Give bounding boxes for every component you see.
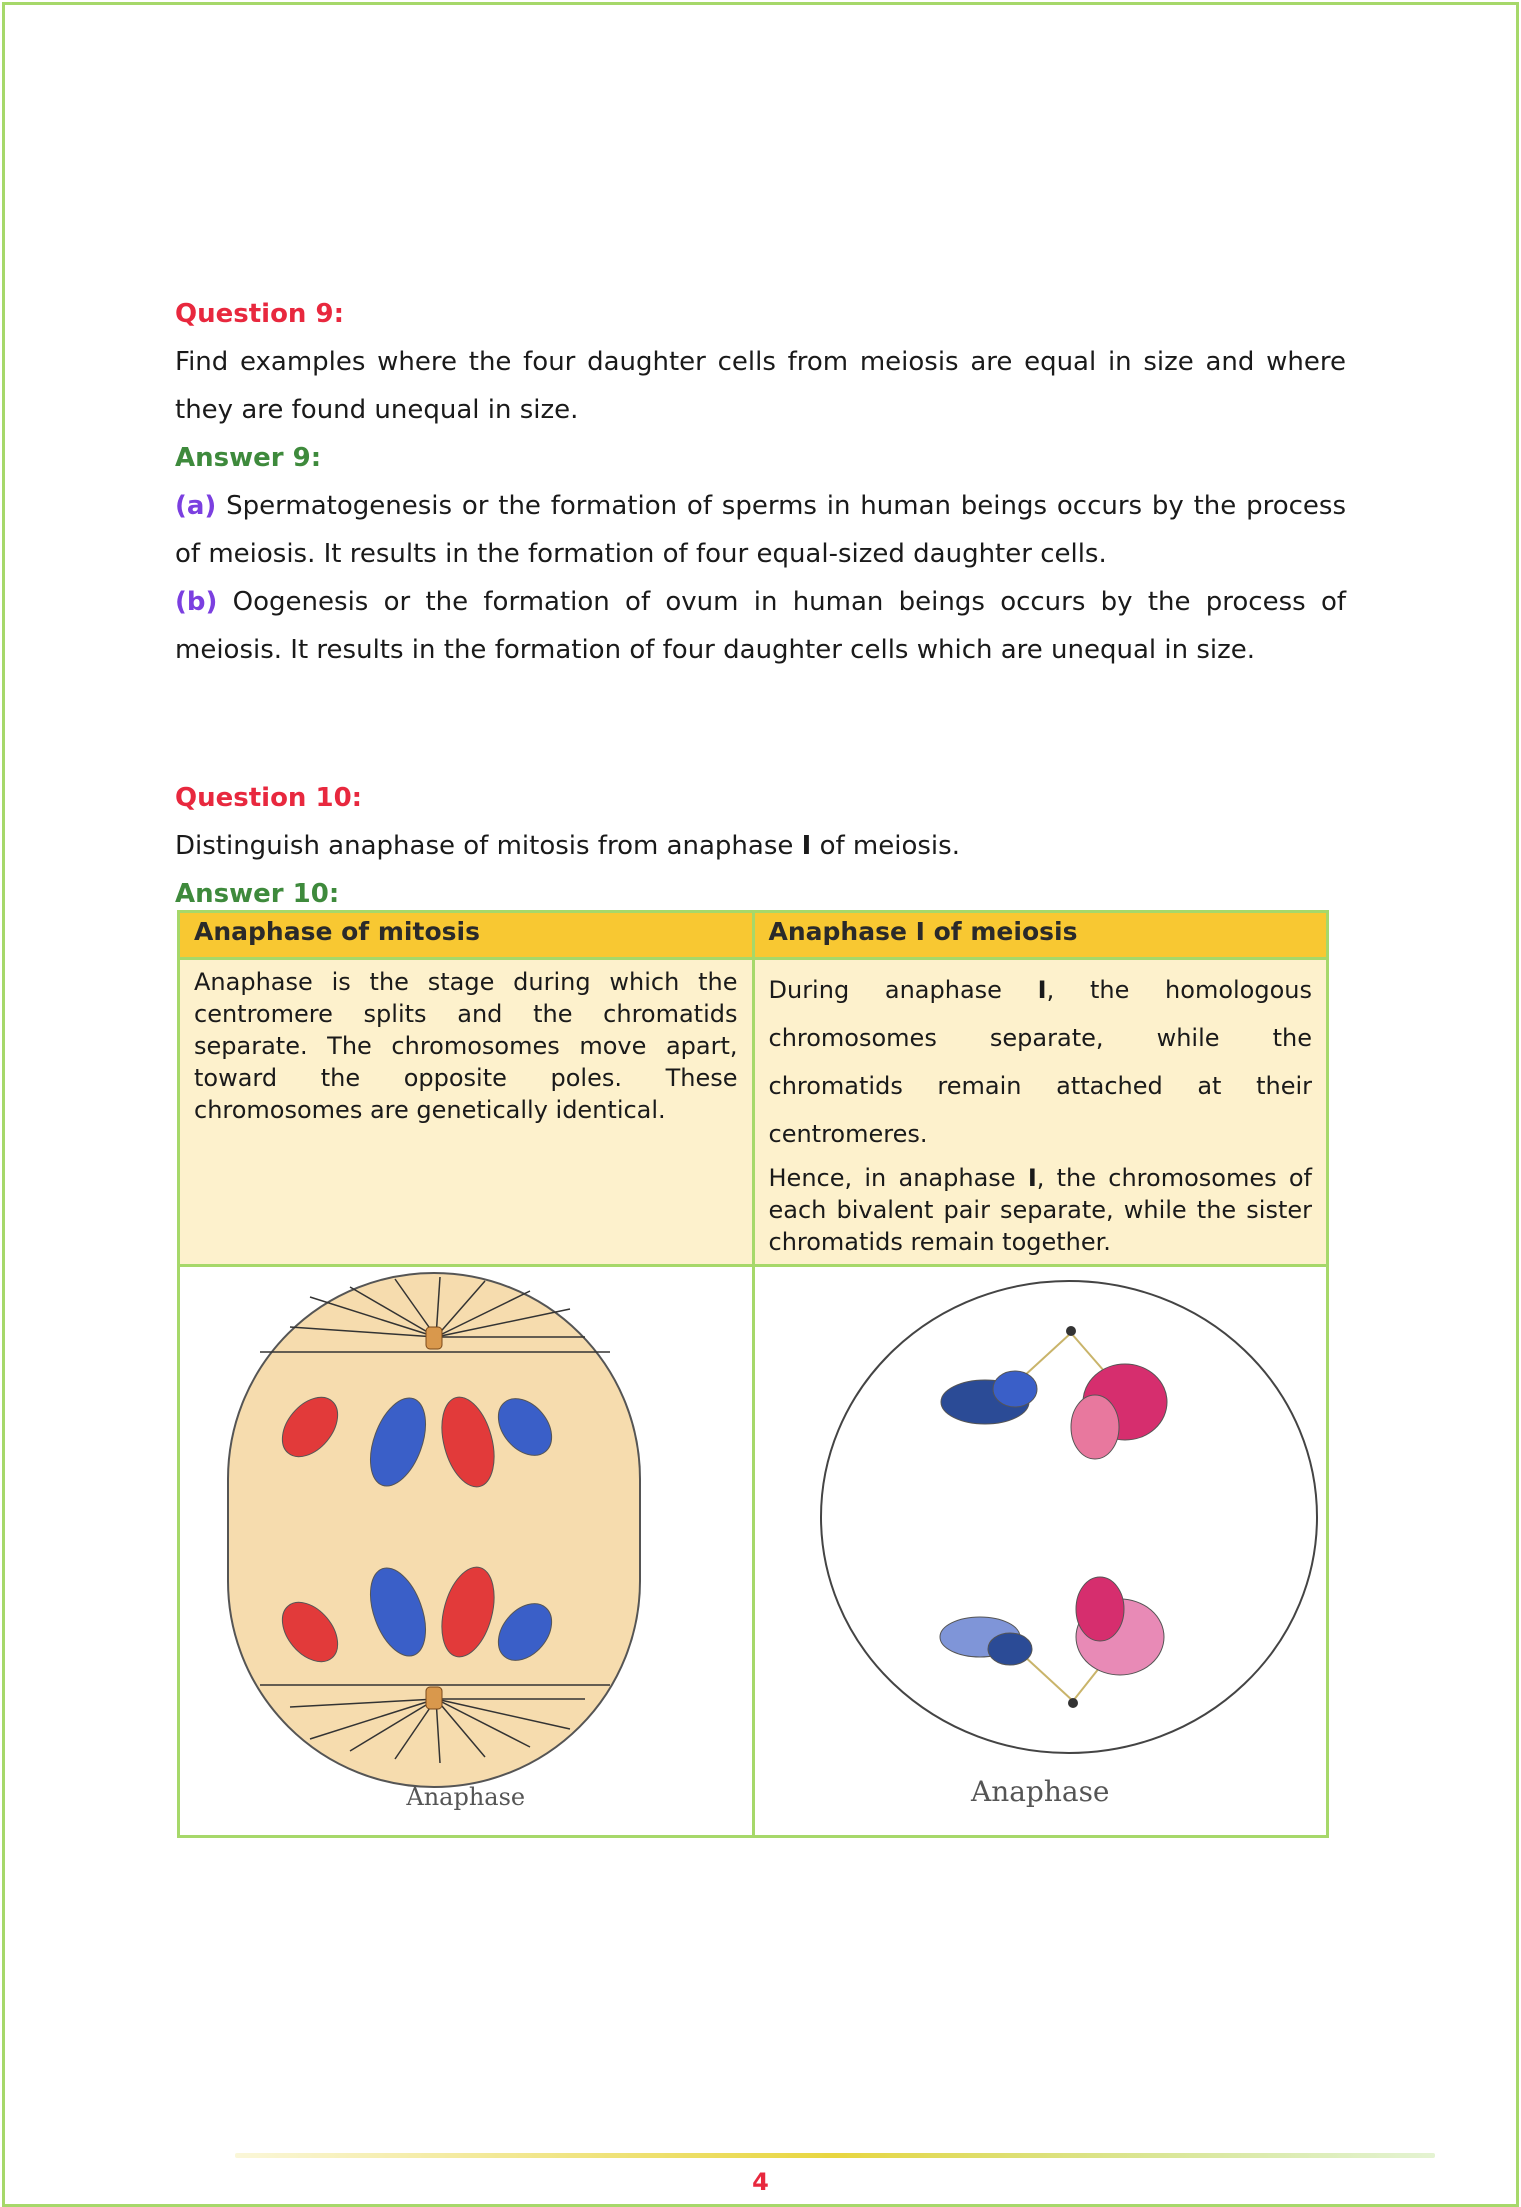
question-10-label: Question 10: bbox=[175, 783, 363, 813]
answer-9-label: Answer 9: bbox=[175, 443, 322, 473]
part-a-text: Spermatogenesis or the formation of sperms in human beings occurs by the process of meiosis. It results in the formation of four equal-sized daughter cells. bbox=[175, 491, 1347, 569]
page-number: 4 bbox=[752, 2168, 769, 2196]
part-b-text: Oogenesis or the formation of ovum in human beings occurs by the process of meiosis. It results in the formation of four daughter cells which are unequal in size. bbox=[175, 587, 1347, 665]
table-header-meiosis: Anaphase I of meiosis bbox=[753, 912, 1328, 959]
mitosis-figure-caption: Anaphase bbox=[406, 1783, 526, 1811]
question-9-text: Find examples where the four daughter cells from meiosis are equal in size and where they are found unequal in size. bbox=[175, 347, 1346, 425]
mitosis-figure-cell bbox=[179, 1266, 754, 1837]
question-9-label: Question 9: bbox=[175, 299, 344, 329]
comparison-table bbox=[177, 910, 1329, 1838]
mitosis-anaphase-diagram bbox=[180, 1267, 700, 1827]
question-10-text: Distinguish anaphase of mitosis from anaphase I of meiosis. bbox=[175, 831, 960, 861]
footer-divider bbox=[235, 2152, 1435, 2160]
table-header-mitosis: Anaphase of mitosis bbox=[179, 912, 754, 959]
mitosis-description: Anaphase is the stage during which the centromere splits and the chromatids separate. The chromosomes move apart, toward the opposite poles. These chromosomes are genetically identical. bbox=[179, 959, 754, 1266]
part-a-marker: (a) bbox=[175, 491, 217, 521]
meiosis-figure-caption: Anaphase bbox=[970, 1775, 1110, 1808]
meiosis-figure-cell bbox=[753, 1266, 1328, 1837]
part-b-marker: (b) bbox=[175, 587, 218, 617]
content bbox=[175, 290, 1346, 918]
answer-10-label: Answer 10: bbox=[175, 879, 340, 909]
meiosis-description: During anaphase I, the homologous chromosomes separate, while the chromatids remain attached at their centromeres. Hence, in anaphase I, the chromosomes of each bivalent pair separate, while the sister chromatids remain together. bbox=[753, 959, 1328, 1266]
meiosis-anaphase-diagram bbox=[755, 1267, 1385, 1827]
answer-9-part-b bbox=[175, 578, 1346, 674]
answer-9-part-a bbox=[175, 482, 1346, 578]
